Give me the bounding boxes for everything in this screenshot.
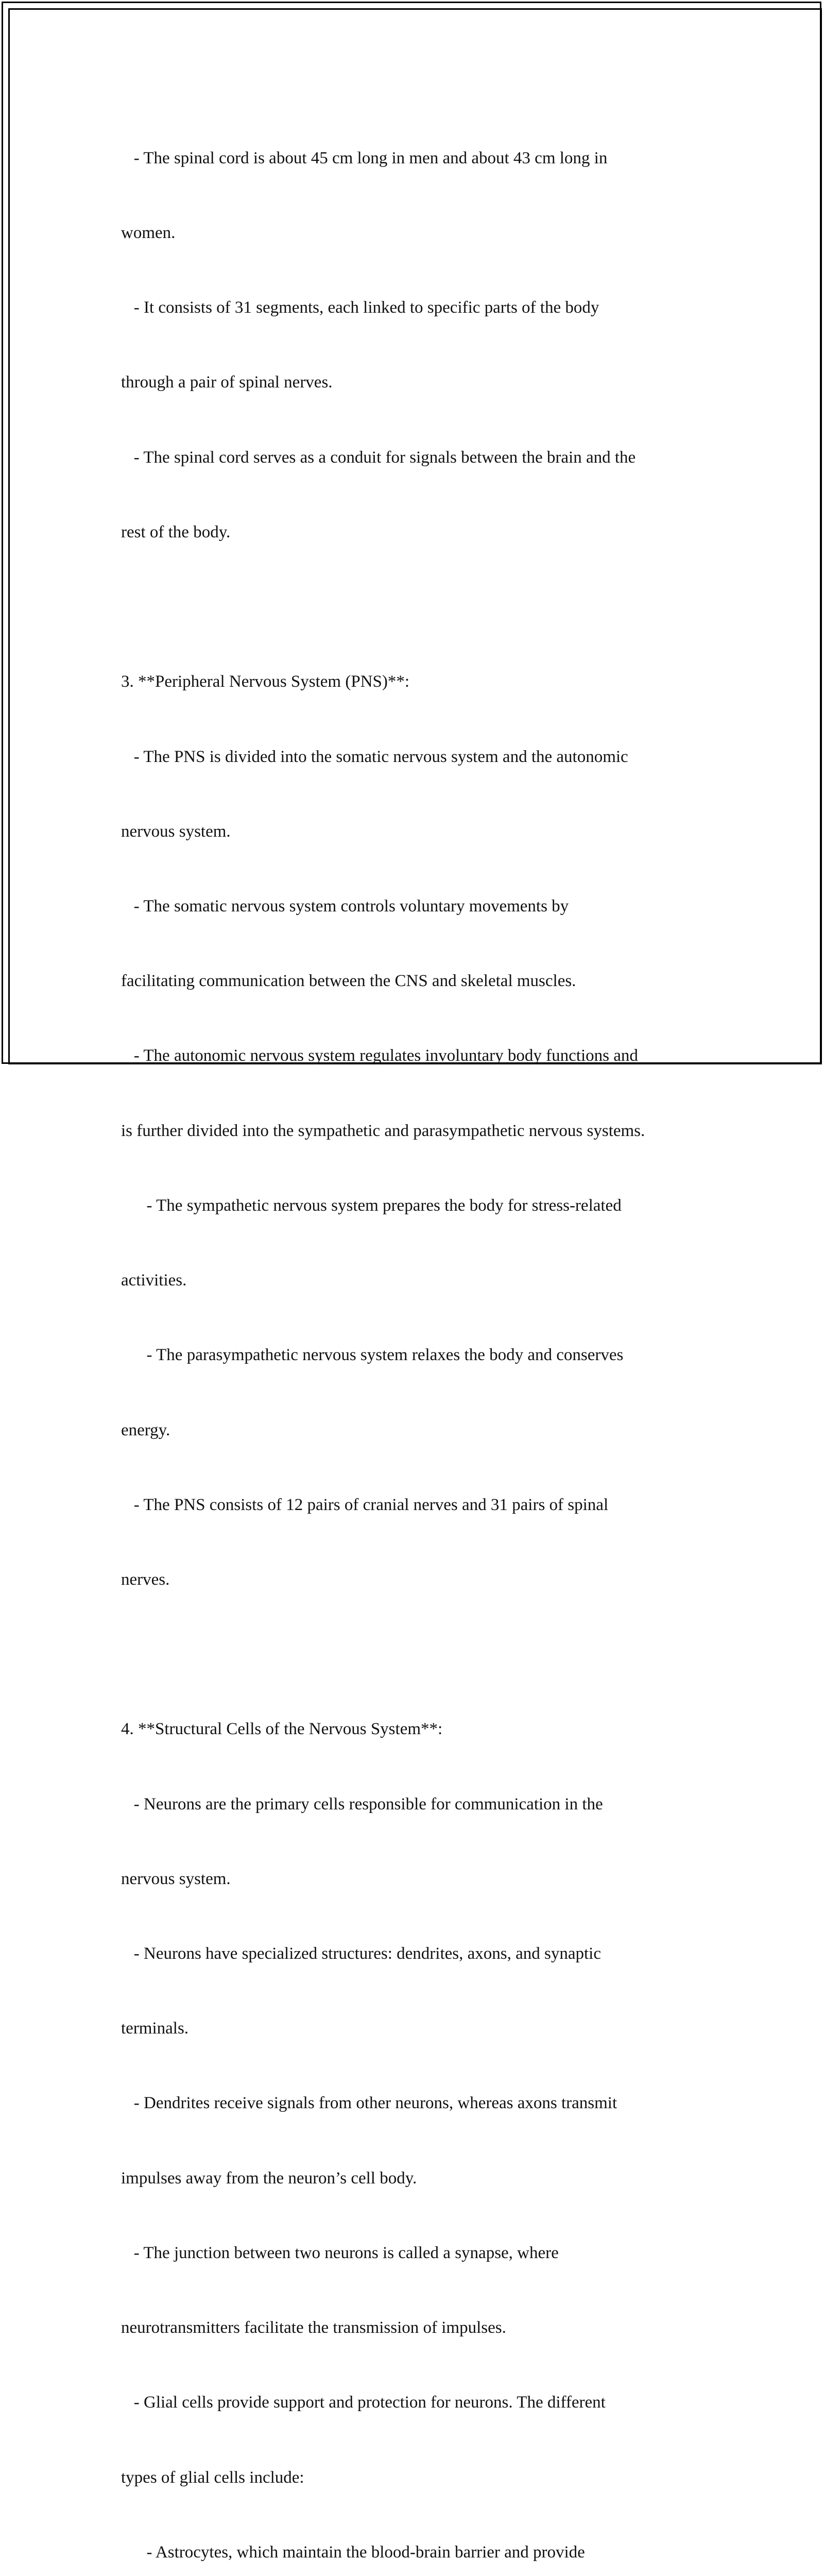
text-line: nervous system.	[121, 1869, 231, 1888]
text-line: - Dendrites receive signals from other neurons, whereas axons transmit	[121, 2094, 617, 2113]
text-line: - The PNS is divided into the somatic nervous system and the autonomic	[121, 747, 628, 766]
text-line: - The somatic nervous system controls voluntary movements by	[121, 896, 569, 916]
blank-line	[121, 1642, 713, 1667]
text-line: - The PNS consists of 12 pairs of cranial nerves and 31 pairs of spinal	[121, 1495, 609, 1514]
text-line: - Astrocytes, which maintain the blood-brain barrier and provide	[121, 2543, 585, 2562]
section-heading: 4. **Structural Cells of the Nervous System**:	[121, 1720, 443, 1739]
blank-line	[121, 595, 713, 619]
text-line: - Neurons are the primary cells responsible for communication in the	[121, 1794, 603, 1814]
text-line: through a pair of spinal nerves.	[121, 373, 333, 392]
text-line: - The junction between two neurons is called a synapse, where	[121, 2243, 559, 2262]
section-heading: 3. **Peripheral Nervous System (PNS)**:	[121, 672, 410, 691]
text-line: neurotransmitters facilitate the transmission of impulses.	[121, 2318, 506, 2337]
text-line: terminals.	[121, 2019, 189, 2038]
text-line: nervous system.	[121, 822, 231, 841]
text-line: activities.	[121, 1271, 187, 1290]
text-line: - The sympathetic nervous system prepares the body for stress-related	[121, 1196, 622, 1215]
text-line: is further divided into the sympathetic and parasympathetic nervous systems.	[121, 1121, 645, 1140]
text-line: - The spinal cord is about 45 cm long in men and about 43 cm long in	[121, 148, 608, 167]
text-line: facilitating communication between the CNS and skeletal muscles.	[121, 972, 576, 991]
text-line: - Glial cells provide support and protection for neurons. The different	[121, 2393, 606, 2412]
text-line: rest of the body.	[121, 522, 231, 541]
text-line: - The parasympathetic nervous system relaxes the body and conserves	[121, 1346, 624, 1365]
text-line: energy.	[121, 1420, 170, 1439]
text-line: women.	[121, 224, 176, 243]
text-line: nerves.	[121, 1570, 170, 1589]
text-line: impulses away from the neuron’s cell body.	[121, 2168, 417, 2188]
text-line: types of glial cells include:	[121, 2468, 304, 2487]
text-line: - Neurons have specialized structures: dendrites, axons, and synaptic	[121, 1944, 601, 1963]
text-line: - The spinal cord serves as a conduit for signals between the brain and the	[121, 448, 636, 467]
document-body	[121, 96, 713, 2576]
text-line: - It consists of 31 segments, each linked to specific parts of the body	[121, 298, 599, 317]
text-line: - The autonomic nervous system regulates involuntary body functions and	[121, 1046, 638, 1065]
